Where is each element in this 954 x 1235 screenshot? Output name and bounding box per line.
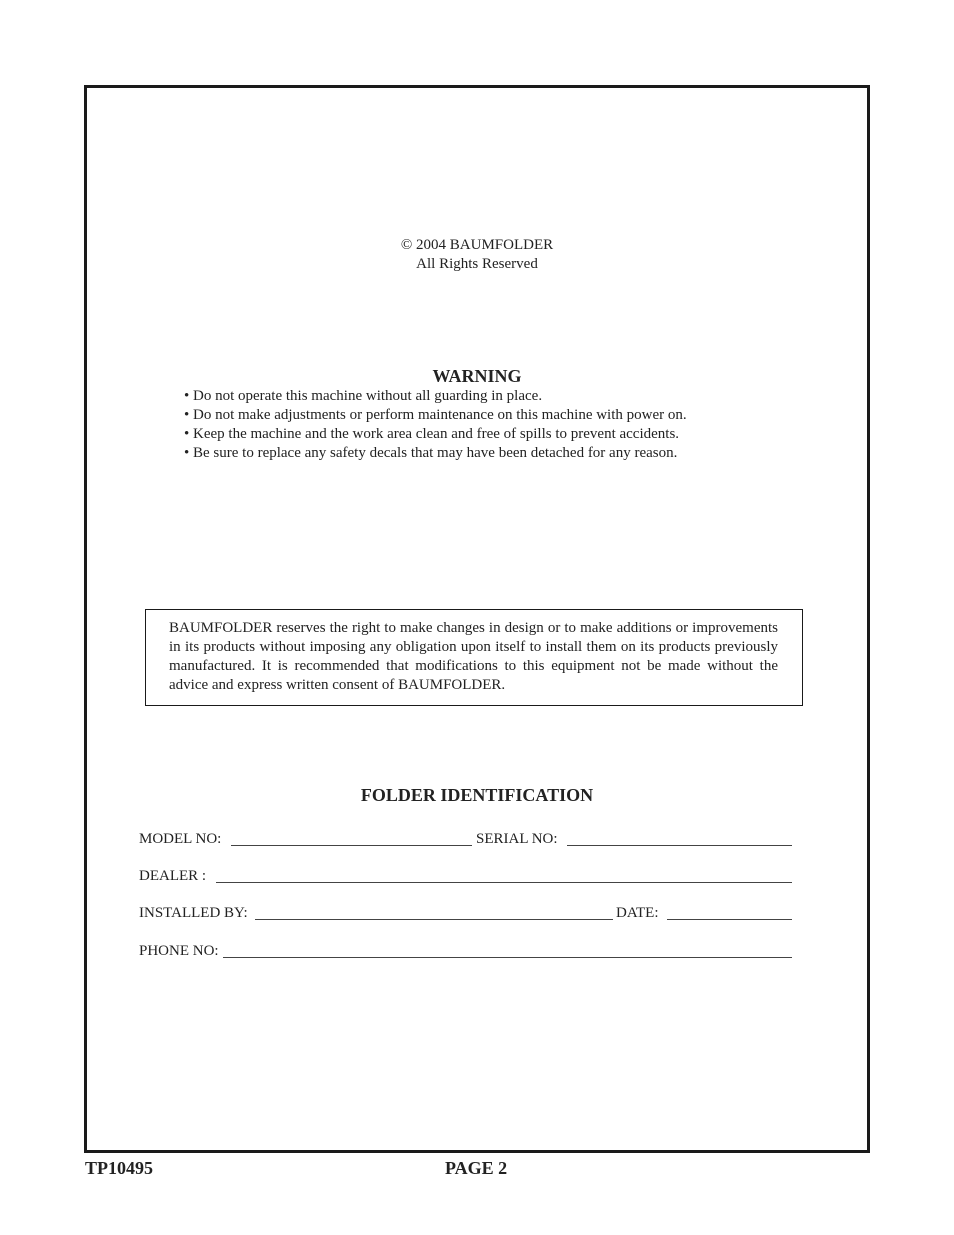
phone-row (139, 941, 792, 963)
dealer-row (139, 866, 792, 888)
copyright-notice (0, 236, 954, 274)
warning-title: WARNING (432, 366, 522, 386)
warning-item: • Keep the machine and the work area clean and free of spills to prevent accidents. (184, 426, 680, 442)
phone-no-label: PHONE NO: (139, 943, 219, 959)
dealer-label: DEALER : (139, 868, 207, 884)
date-field[interactable] (667, 919, 792, 920)
warning-item: • Do not operate this machine without all guarding in place. (184, 388, 543, 404)
model-no-label: MODEL NO: (139, 831, 222, 847)
copyright-line: © 2004 BAUMFOLDER (400, 237, 554, 253)
document-number: TP10495 (85, 1158, 154, 1178)
dealer-field[interactable] (216, 882, 792, 883)
serial-no-field[interactable] (567, 845, 792, 846)
page-number: PAGE 2 (445, 1158, 508, 1178)
installed-by-field[interactable] (255, 919, 613, 920)
design-change-notice-text: BAUMFOLDER reserves the right to make changes in design or to make additions or improvements in its products without imposing any obligation upon itself to install them on its products previously manufactured. It is recommended that modifications to this equipment not be made without the advice and express written consent of BAUMFOLDER. (169, 620, 778, 693)
model-no-field[interactable] (231, 845, 472, 846)
date-label: DATE: (616, 905, 659, 921)
warning-item: • Be sure to replace any safety decals that may have been detached for any reason. (184, 445, 678, 461)
rights-reserved-line: All Rights Reserved (416, 256, 538, 272)
warning-list (184, 387, 687, 463)
installed-date-row (139, 903, 792, 925)
warning-item: • Do not make adjustments or perform maintenance on this machine with power on. (184, 407, 687, 423)
installed-by-label: INSTALLED BY: (139, 905, 248, 921)
design-change-notice-box (145, 609, 803, 706)
folder-identification-title: FOLDER IDENTIFICATION (360, 785, 594, 805)
serial-no-label: SERIAL NO: (476, 831, 558, 847)
model-serial-row (139, 829, 792, 851)
phone-no-field[interactable] (223, 957, 792, 958)
